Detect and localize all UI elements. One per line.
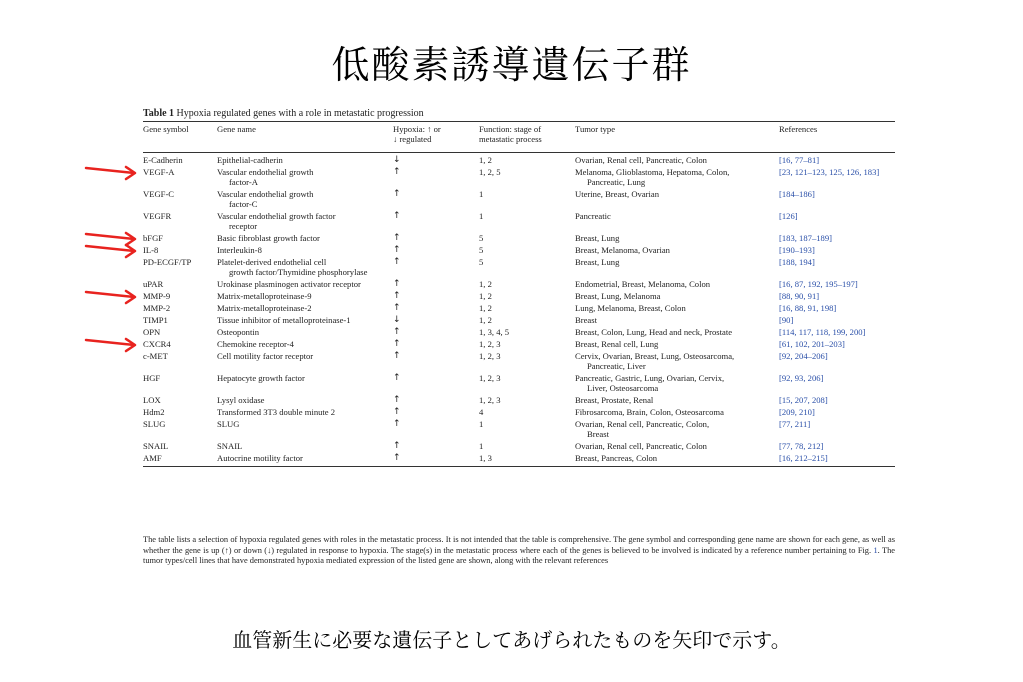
tumor-type: Fibrosarcoma, Brain, Colon, Osteosarcoma <box>575 407 724 417</box>
cell-tumor-type <box>575 371 779 393</box>
table-row <box>143 153 895 165</box>
cell-function-stage <box>479 301 575 313</box>
gene-name: Vascular endothelial growth <box>217 167 314 177</box>
cell-gene-symbol <box>143 393 217 405</box>
function-stage: 1, 2 <box>479 279 492 289</box>
function-stage: 1, 3, 4, 5 <box>479 327 510 337</box>
function-stage: 1 <box>479 441 484 451</box>
gene-name: Autocrine motility factor <box>217 453 303 463</box>
gene-symbol: Hdm2 <box>143 407 165 417</box>
function-stage: 4 <box>479 407 484 417</box>
gene-symbol: SLUG <box>143 419 166 429</box>
references-link[interactable]: [77, 78, 212] <box>779 441 824 451</box>
header-function <box>479 120 575 153</box>
cell-gene-name <box>217 153 393 165</box>
references-link[interactable]: [88, 90, 91] <box>779 291 820 301</box>
cell-gene-name <box>217 349 393 371</box>
cell-tumor-type <box>575 209 779 231</box>
cell-hypoxia-direction <box>393 187 479 209</box>
gene-name: Hepatocyte growth factor <box>217 373 305 383</box>
cell-gene-symbol <box>143 289 217 301</box>
cell-references <box>779 255 895 277</box>
cell-function-stage <box>479 325 575 337</box>
gene-symbol: TIMP1 <box>143 315 168 325</box>
gene-symbol: VEGFR <box>143 211 172 221</box>
cell-gene-symbol <box>143 313 217 325</box>
tumor-type: Ovarian, Renal cell, Pancreatic, Colon, <box>575 419 710 429</box>
table-row <box>143 165 895 187</box>
cell-references <box>779 349 895 371</box>
cell-function-stage <box>479 255 575 277</box>
cell-references <box>779 153 895 165</box>
red-arrow-icon <box>84 336 140 352</box>
tumor-type: Breast <box>575 315 597 325</box>
function-stage: 1, 2, 3 <box>479 373 501 383</box>
table-row <box>143 277 895 289</box>
cell-references <box>779 165 895 187</box>
red-arrow-icon <box>84 164 140 180</box>
gene-name-cont: factor-C <box>229 199 258 209</box>
tumor-type: Uterine, Breast, Ovarian <box>575 189 659 199</box>
cell-tumor-type <box>575 301 779 313</box>
cell-references <box>779 301 895 313</box>
table-footnote <box>143 535 895 567</box>
cell-function-stage <box>479 393 575 405</box>
tumor-type: Pancreatic, Gastric, Lung, Ovarian, Cervix, <box>575 373 725 383</box>
red-arrow-icon <box>84 288 140 304</box>
regulation-arrow: ↑ <box>393 373 401 383</box>
cell-hypoxia-direction <box>393 209 479 231</box>
function-stage: 1 <box>479 419 484 429</box>
cell-hypoxia-direction <box>393 417 479 439</box>
table-row <box>143 231 895 243</box>
slide-title: 低酸素誘導遺伝子群 <box>331 43 692 87</box>
table-row <box>143 325 895 337</box>
tumor-type-cont: Liver, Osteosarcoma <box>587 383 659 393</box>
cell-gene-name <box>217 165 393 187</box>
cell-hypoxia-direction <box>393 289 479 301</box>
cell-gene-symbol <box>143 337 217 349</box>
cell-gene-name <box>217 255 393 277</box>
table-header-row <box>143 120 895 153</box>
references-link[interactable]: [15, 207, 208] <box>779 395 828 405</box>
cell-function-stage <box>479 349 575 371</box>
cell-hypoxia-direction <box>393 313 479 325</box>
gene-name: Cell motility factor receptor <box>217 351 314 361</box>
function-stage: 5 <box>479 257 484 267</box>
cell-gene-symbol <box>143 349 217 371</box>
table-row <box>143 451 895 463</box>
cell-gene-name <box>217 243 393 255</box>
function-stage: 1, 2, 3 <box>479 339 501 349</box>
regulation-arrow: ↑ <box>393 327 401 337</box>
references-link[interactable]: [90] <box>779 315 794 325</box>
cell-function-stage <box>479 165 575 187</box>
tumor-type: Breast, Lung, Melanoma <box>575 291 661 301</box>
header-gene-name: Gene name <box>217 124 256 134</box>
cell-function-stage <box>479 405 575 417</box>
references-link[interactable]: [126] <box>779 211 798 221</box>
bottom-rule <box>143 466 895 467</box>
table-number: Table 1 <box>143 108 175 119</box>
regulation-arrow: ↑ <box>393 407 401 417</box>
tumor-type: Lung, Melanoma, Breast, Colon <box>575 303 686 313</box>
cell-gene-symbol <box>143 405 217 417</box>
gene-symbol: E-Cadherin <box>143 155 183 165</box>
cell-function-stage <box>479 371 575 393</box>
tumor-type: Breast, Renal cell, Lung <box>575 339 659 349</box>
cell-gene-name <box>217 277 393 289</box>
gene-name: Lysyl oxidase <box>217 395 265 405</box>
cell-tumor-type <box>575 349 779 371</box>
gene-name: Transformed 3T3 double minute 2 <box>217 407 336 417</box>
regulation-arrow: ↑ <box>393 351 401 361</box>
cell-tumor-type <box>575 243 779 255</box>
table-row <box>143 243 895 255</box>
cell-gene-name <box>217 417 393 439</box>
cell-hypoxia-direction <box>393 255 479 277</box>
tumor-type: Breast, Colon, Lung, Head and neck, Prostate <box>575 327 733 337</box>
tumor-type: Endometrial, Breast, Melanoma, Colon <box>575 279 711 289</box>
references-link[interactable]: [190–193] <box>779 245 815 255</box>
cell-tumor-type <box>575 417 779 439</box>
cell-gene-symbol <box>143 301 217 313</box>
cell-references <box>779 325 895 337</box>
regulation-arrow: ↑ <box>393 291 401 301</box>
regulation-arrow: ↑ <box>393 167 401 177</box>
cell-gene-symbol <box>143 209 217 231</box>
references-link[interactable]: [16, 212–215] <box>779 453 828 463</box>
cell-tumor-type <box>575 451 779 463</box>
regulation-arrow: ↑ <box>393 441 401 451</box>
cell-gene-symbol <box>143 451 217 463</box>
cell-tumor-type <box>575 277 779 289</box>
tumor-type: Ovarian, Renal cell, Pancreatic, Colon <box>575 441 707 451</box>
cell-gene-symbol <box>143 277 217 289</box>
gene-name: SNAIL <box>217 441 243 451</box>
regulation-arrow: ↑ <box>393 303 401 313</box>
gene-name-cont: receptor <box>229 221 258 231</box>
cell-function-stage <box>479 187 575 209</box>
cell-gene-symbol <box>143 439 217 451</box>
table-row <box>143 337 895 349</box>
footnote-text-1: The table lists a selection of hypoxia regulated genes with roles in the metastatic process. It is not intended that the table is comprehensive. The gene symbol and corresponding gene name are shown for each gene, as well as whether the gene is up (↑) or down (↓) regulated in response to hypoxia. The stage(s) in the metastatic process where each of the genes is believed to be involved is indicated by a reference number pertaining to Fig. <box>143 535 895 555</box>
gene-name-cont: factor-A <box>229 177 258 187</box>
tumor-type-cont: Pancreatic, Liver <box>587 361 646 371</box>
cell-gene-name <box>217 301 393 313</box>
function-stage: 1, 2, 3 <box>479 395 501 405</box>
cell-gene-name <box>217 371 393 393</box>
gene-name: Vascular endothelial growth factor <box>217 211 336 221</box>
cell-gene-name <box>217 187 393 209</box>
tumor-type: Breast, Prostate, Renal <box>575 395 654 405</box>
cell-references <box>779 451 895 463</box>
function-stage: 5 <box>479 233 484 243</box>
cell-tumor-type <box>575 187 779 209</box>
table-row <box>143 371 895 393</box>
cell-gene-symbol <box>143 325 217 337</box>
table-row <box>143 393 895 405</box>
cell-function-stage <box>479 337 575 349</box>
function-stage: 1, 2, 5 <box>479 167 501 177</box>
cell-references <box>779 187 895 209</box>
tumor-type: Melanoma, Glioblastoma, Hepatoma, Colon, <box>575 167 730 177</box>
cell-gene-name <box>217 439 393 451</box>
regulation-arrow: ↑ <box>393 211 401 221</box>
table-row <box>143 405 895 417</box>
cell-gene-name <box>217 209 393 231</box>
cell-hypoxia-direction <box>393 165 479 187</box>
cell-hypoxia-direction <box>393 451 479 463</box>
cell-function-stage <box>479 451 575 463</box>
function-stage: 1, 2 <box>479 315 492 325</box>
cell-tumor-type <box>575 439 779 451</box>
cell-references <box>779 371 895 393</box>
gene-name: Osteopontin <box>217 327 260 337</box>
cell-gene-name <box>217 393 393 405</box>
cell-function-stage <box>479 277 575 289</box>
gene-symbol: AMF <box>143 453 162 463</box>
header-gene-symbol: Gene symbol <box>143 124 189 134</box>
gene-name: Chemokine receptor-4 <box>217 339 294 349</box>
references-link[interactable]: [188, 194] <box>779 257 815 267</box>
cell-tumor-type <box>575 313 779 325</box>
gene-symbol: uPAR <box>143 279 164 289</box>
gene-symbol: SNAIL <box>143 441 169 451</box>
cell-tumor-type <box>575 255 779 277</box>
footnote-fig-link[interactable]: 1 <box>873 545 878 555</box>
cell-gene-symbol <box>143 187 217 209</box>
cell-references <box>779 289 895 301</box>
header-function-line2: metastatic process <box>479 134 542 144</box>
references-link[interactable]: [184–186] <box>779 189 815 199</box>
cell-hypoxia-direction <box>393 325 479 337</box>
cell-references <box>779 439 895 451</box>
cell-hypoxia-direction <box>393 243 479 255</box>
table-row <box>143 289 895 301</box>
cell-function-stage <box>479 243 575 255</box>
cell-references <box>779 405 895 417</box>
references-link[interactable]: [23, 121–123, 125, 126, 183] <box>779 167 880 177</box>
cell-gene-name <box>217 231 393 243</box>
cell-tumor-type <box>575 231 779 243</box>
cell-gene-name <box>217 451 393 463</box>
regulation-arrow: ↑ <box>393 189 401 199</box>
gene-name: Basic fibroblast growth factor <box>217 233 320 243</box>
references-link[interactable]: [92, 93, 206] <box>779 373 824 383</box>
cell-hypoxia-direction <box>393 153 479 165</box>
gene-name: Interleukin-8 <box>217 245 262 255</box>
header-function-line1: Function: stage of <box>479 124 542 134</box>
regulation-arrow: ↑ <box>393 257 401 267</box>
gene-symbol: HGF <box>143 373 161 383</box>
regulation-arrow: ↑ <box>393 339 401 349</box>
table-row <box>143 313 895 325</box>
cell-gene-symbol <box>143 165 217 187</box>
references-link[interactable]: [114, 117, 118, 199, 200] <box>779 327 866 337</box>
gene-name: Epithelial-cadherin <box>217 155 283 165</box>
cell-function-stage <box>479 289 575 301</box>
gene-name: Platelet-derived endothelial cell <box>217 257 327 267</box>
gene-symbol: CXCR4 <box>143 339 171 349</box>
tumor-type: Breast, Lung <box>575 233 620 243</box>
references-link[interactable]: [77, 211] <box>779 419 811 429</box>
gene-symbol: VEGF-A <box>143 167 175 177</box>
red-arrow-icon <box>84 242 140 258</box>
tumor-type: Cervix, Ovarian, Breast, Lung, Osteosarcoma, <box>575 351 735 361</box>
gene-symbol: PD-ECGF/TP <box>143 257 192 267</box>
gene-symbol: LOX <box>143 395 161 405</box>
header-hypoxia-line2: ↓ regulated <box>393 134 432 144</box>
cell-references <box>779 417 895 439</box>
regulation-arrow: ↑ <box>393 233 401 243</box>
table-title <box>143 108 424 119</box>
header-hypoxia-line1: Hypoxia: ↑ or <box>393 124 441 134</box>
footnote-text-2: . The tumor types/cell lines that have demonstrated hypoxia mediated expression of the listed gene are shown, along with the relevant references <box>143 545 895 566</box>
cell-hypoxia-direction <box>393 393 479 405</box>
function-stage: 1, 2 <box>479 155 492 165</box>
tumor-type-cont: Pancreatic, Lung <box>587 177 646 187</box>
table-body <box>143 153 895 463</box>
function-stage: 1, 3 <box>479 453 492 463</box>
references-link[interactable]: [183, 187–189] <box>779 233 832 243</box>
cell-function-stage <box>479 153 575 165</box>
cell-hypoxia-direction <box>393 371 479 393</box>
cell-references <box>779 209 895 231</box>
function-stage: 1 <box>479 189 484 199</box>
cell-tumor-type <box>575 153 779 165</box>
regulation-arrow: ↓ <box>393 315 401 325</box>
cell-references <box>779 243 895 255</box>
cell-hypoxia-direction <box>393 301 479 313</box>
regulation-arrow: ↑ <box>393 419 401 429</box>
gene-symbol: bFGF <box>143 233 164 243</box>
cell-gene-name <box>217 337 393 349</box>
cell-gene-symbol <box>143 243 217 255</box>
references-link[interactable]: [16, 77–81] <box>779 155 820 165</box>
gene-symbol: VEGF-C <box>143 189 175 199</box>
cell-gene-name <box>217 325 393 337</box>
cell-references <box>779 393 895 405</box>
function-stage: 1, 2, 3 <box>479 351 501 361</box>
regulation-arrow: ↑ <box>393 245 401 255</box>
hypoxia-gene-table <box>143 120 895 463</box>
header-tumor-type: Tumor type <box>575 124 616 134</box>
function-stage: 1 <box>479 211 484 221</box>
tumor-type: Breast, Melanoma, Ovarian <box>575 245 670 255</box>
table-row <box>143 187 895 209</box>
tumor-type: Breast, Lung <box>575 257 620 267</box>
cell-hypoxia-direction <box>393 405 479 417</box>
cell-function-stage <box>479 417 575 439</box>
tumor-type-cont: Breast <box>587 429 609 439</box>
references-link[interactable]: [61, 102, 201–203] <box>779 339 845 349</box>
table-row <box>143 255 895 277</box>
cell-gene-symbol <box>143 153 217 165</box>
header-hypoxia <box>393 120 479 153</box>
cell-function-stage <box>479 439 575 451</box>
table-row <box>143 439 895 451</box>
gene-symbol: MMP-2 <box>143 303 171 313</box>
references-link[interactable]: [92, 204–206] <box>779 351 828 361</box>
cell-gene-name <box>217 289 393 301</box>
cell-tumor-type <box>575 405 779 417</box>
cell-tumor-type <box>575 165 779 187</box>
gene-name-cont: growth factor/Thymidine phosphorylase <box>229 267 368 277</box>
cell-hypoxia-direction <box>393 277 479 289</box>
cell-hypoxia-direction <box>393 337 479 349</box>
table-row <box>143 301 895 313</box>
cell-gene-symbol <box>143 255 217 277</box>
cell-references <box>779 231 895 243</box>
gene-name: Matrix-metalloproteinase-2 <box>217 303 312 313</box>
cell-gene-symbol <box>143 371 217 393</box>
tumor-type: Breast, Pancreas, Colon <box>575 453 658 463</box>
table-row <box>143 349 895 371</box>
tumor-type: Ovarian, Renal cell, Pancreatic, Colon <box>575 155 707 165</box>
gene-symbol: c-MET <box>143 351 168 361</box>
cell-tumor-type <box>575 337 779 349</box>
cell-function-stage <box>479 313 575 325</box>
function-stage: 5 <box>479 245 484 255</box>
references-link[interactable]: [16, 87, 192, 195–197] <box>779 279 858 289</box>
function-stage: 1, 2 <box>479 303 492 313</box>
table-caption: Hypoxia regulated genes with a role in metastatic progression <box>176 108 424 119</box>
header-references: References <box>779 124 818 134</box>
table-row <box>143 209 895 231</box>
gene-name: SLUG <box>217 419 240 429</box>
cell-hypoxia-direction <box>393 231 479 243</box>
gene-name: Tissue inhibitor of metalloproteinase-1 <box>217 315 351 325</box>
cell-references <box>779 337 895 349</box>
cell-tumor-type <box>575 325 779 337</box>
table-row <box>143 417 895 439</box>
cell-tumor-type <box>575 289 779 301</box>
gene-symbol: IL-8 <box>143 245 159 255</box>
cell-hypoxia-direction <box>393 439 479 451</box>
cell-gene-symbol <box>143 231 217 243</box>
cell-function-stage <box>479 231 575 243</box>
gene-name: Matrix-metalloproteinase-9 <box>217 291 312 301</box>
gene-symbol: MMP-9 <box>143 291 171 301</box>
regulation-arrow: ↓ <box>393 155 401 165</box>
cell-references <box>779 277 895 289</box>
regulation-arrow: ↑ <box>393 453 401 463</box>
regulation-arrow: ↑ <box>393 395 401 405</box>
function-stage: 1, 2 <box>479 291 492 301</box>
gene-name: Urokinase plasminogen activator receptor <box>217 279 361 289</box>
cell-gene-name <box>217 405 393 417</box>
cell-gene-symbol <box>143 417 217 439</box>
cell-references <box>779 313 895 325</box>
references-link[interactable]: [16, 88, 91, 198] <box>779 303 837 313</box>
gene-symbol: OPN <box>143 327 161 337</box>
references-link[interactable]: [209, 210] <box>779 407 815 417</box>
cell-function-stage <box>479 209 575 231</box>
regulation-arrow: ↑ <box>393 279 401 289</box>
cell-tumor-type <box>575 393 779 405</box>
gene-name: Vascular endothelial growth <box>217 189 314 199</box>
cell-gene-name <box>217 313 393 325</box>
slide-caption: 血管新生に必要な遺伝子としてあげられたものを矢印で示す。 <box>232 628 791 652</box>
cell-hypoxia-direction <box>393 349 479 371</box>
tumor-type: Pancreatic <box>575 211 611 221</box>
